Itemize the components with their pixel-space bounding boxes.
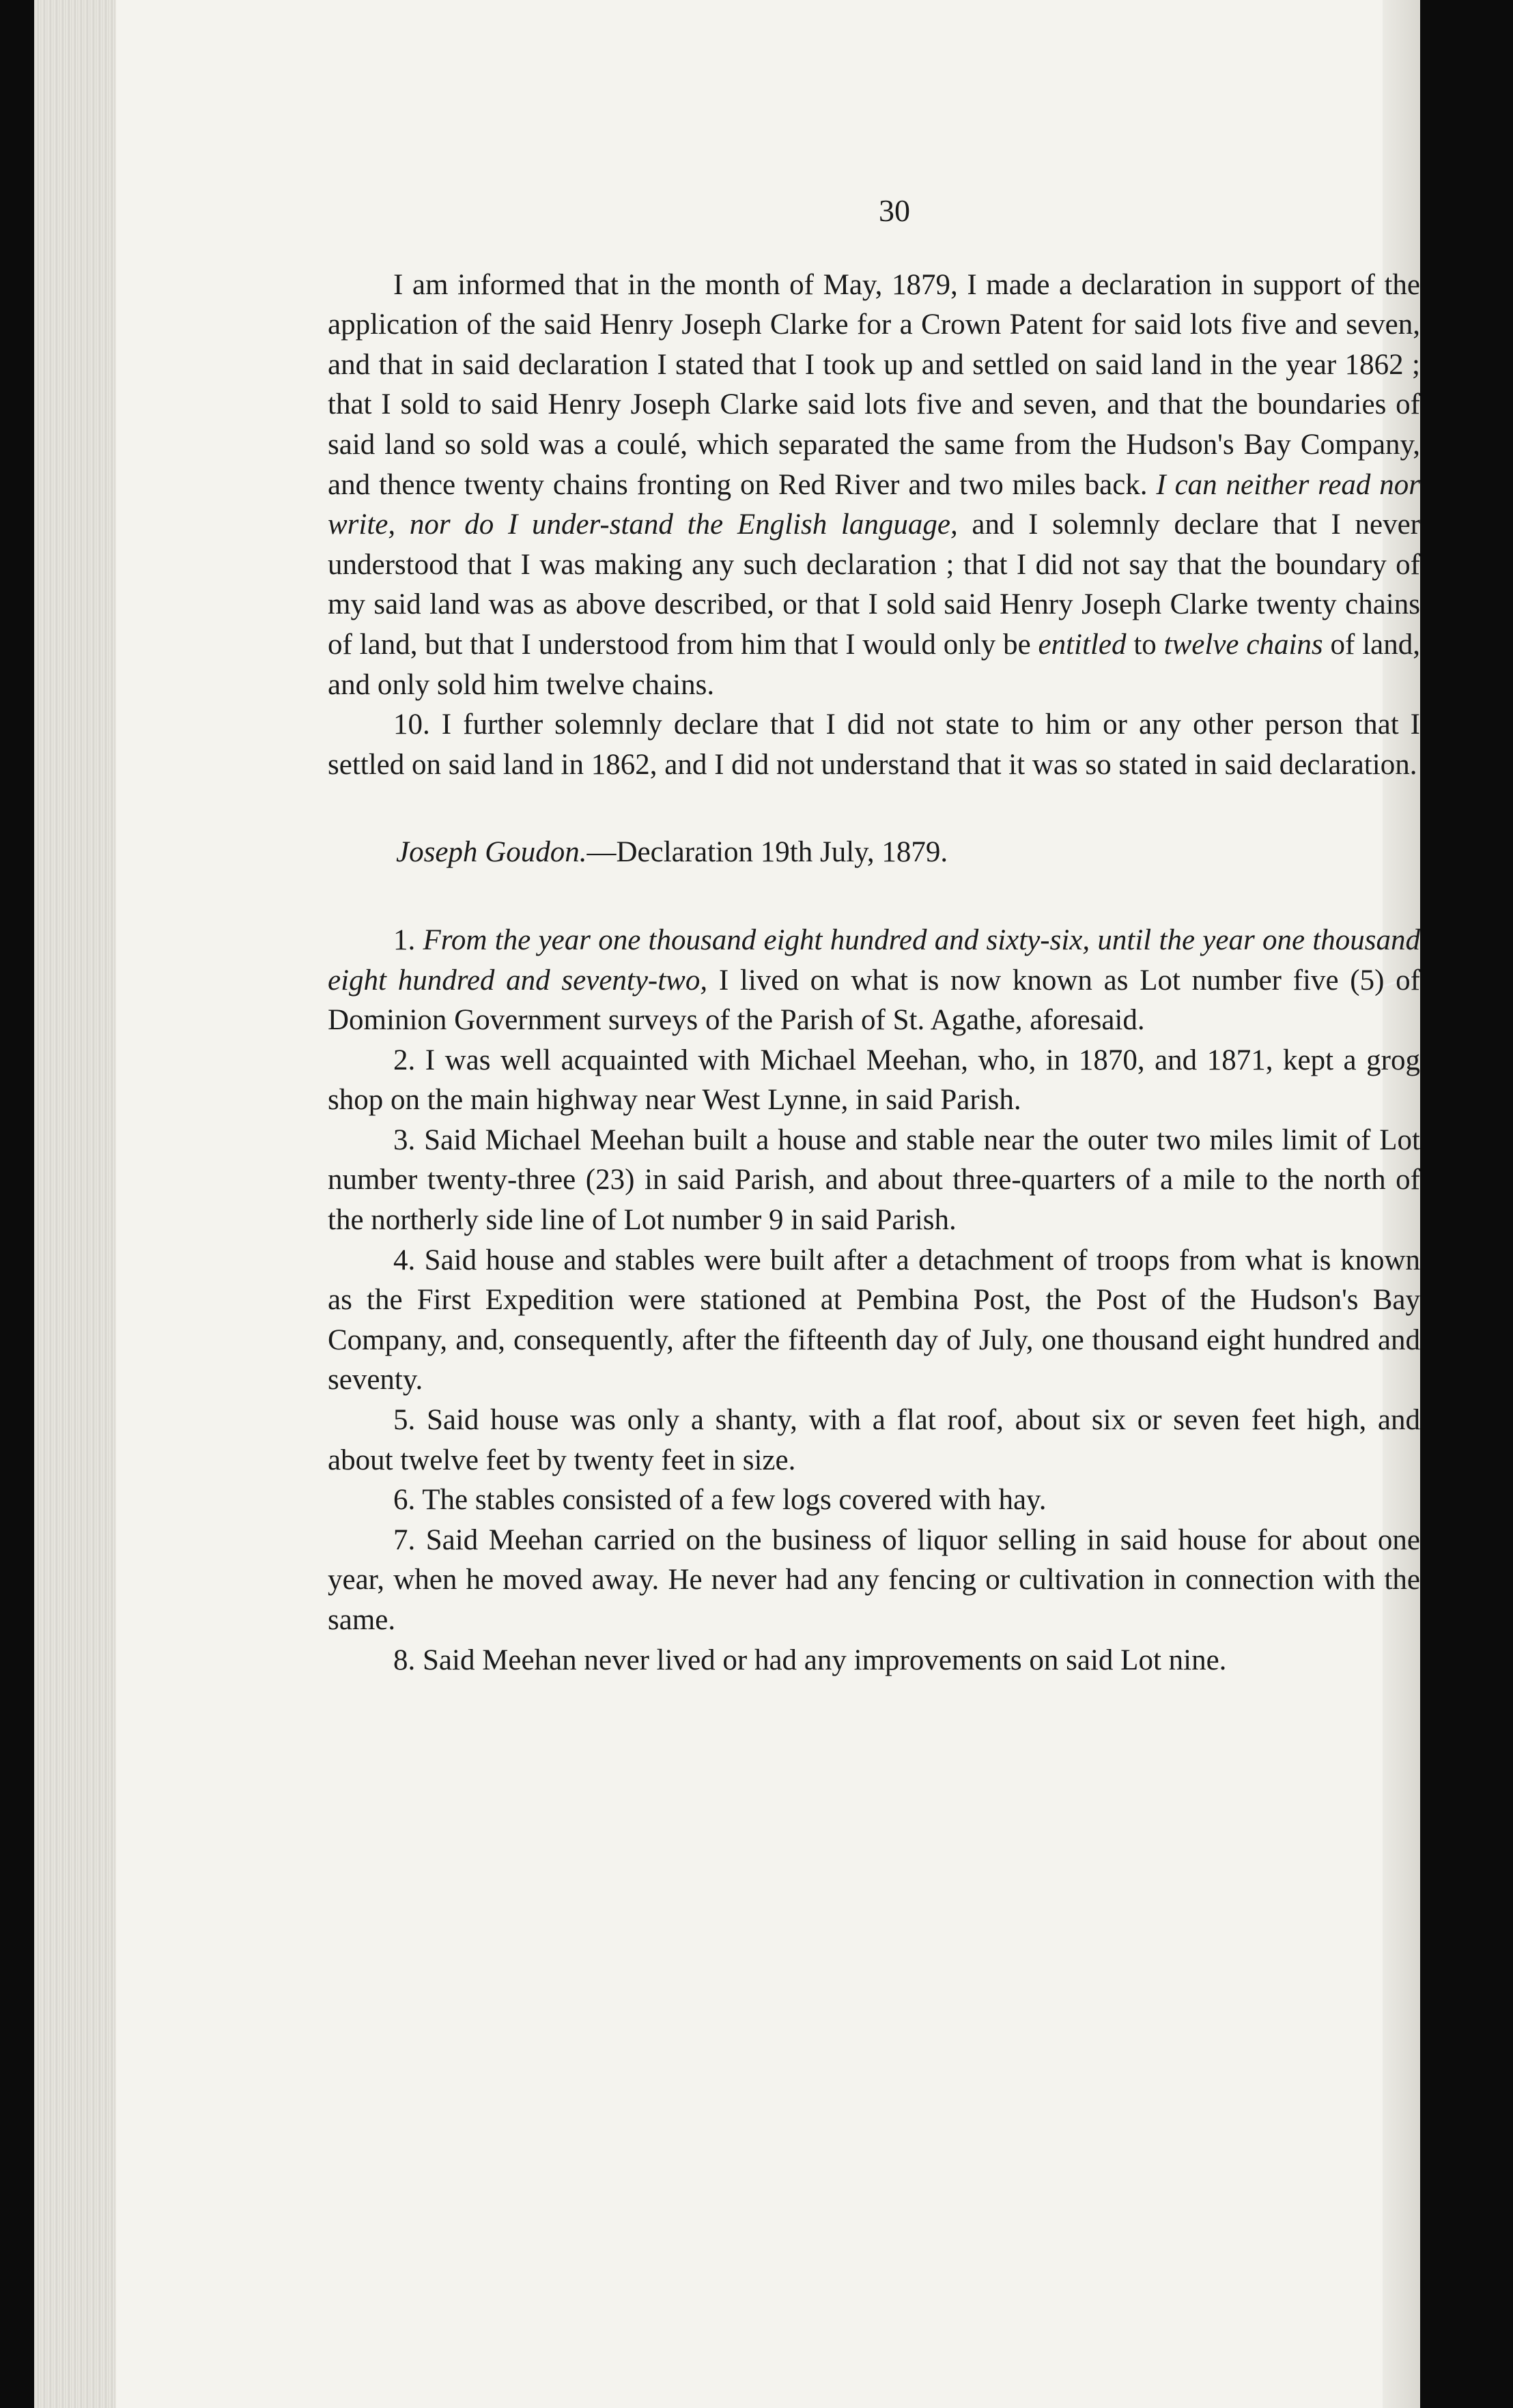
declaration-date: —Declaration 19th July, 1879. xyxy=(586,836,948,869)
paragraph-declaration xyxy=(328,266,1420,706)
paragraph-text: I am informed that in the month of May, 1879, I made a declaration in support of the application of the said Henry Joseph Clarke for a Crown Patent for said lots five and seven, and that in said declaration I stated that I took up and settled on said land in the year 1862 ; that I sold to said Henry Joseph Clarke said lots five and seven, and that the boundaries of said land so sold was a coulé, which separated the same from the Hudson's Bay Company, and thence twenty chains fronting on Red River and two miles back. xyxy=(328,268,1420,501)
item-5: 5. Said house was only a shanty, with a flat roof, about six or seven feet high, and about twelve feet by twenty feet in size. xyxy=(328,1404,1420,1476)
page-text xyxy=(328,191,1420,1680)
paragraph-text: of land, and only sold him twelve chains. xyxy=(328,628,1420,701)
item-7: 7. Said Meehan carried on the business of liquor selling in said house for about one year, when he moved away. He never had any fencing or cultivation in connection with the same. xyxy=(328,1523,1420,1636)
declaration-heading xyxy=(328,833,1420,873)
scanned-page xyxy=(34,0,1420,2408)
item-6: 6. The stables consisted of a few logs covered with hay. xyxy=(393,1484,1047,1517)
paragraph-10: 10. I further solemnly declare that I did not state to him or any other person that I settled on said land in 1862, and I did not understand that it was so stated in said declaration. xyxy=(328,708,1420,781)
italic-text: entitled xyxy=(1038,628,1127,661)
italic-text: I can neither read nor write, nor do I under-stand the English language, xyxy=(328,468,1420,541)
italic-text: twelve chains xyxy=(1163,628,1323,661)
item-number: 1. xyxy=(393,923,423,956)
declarant-name: Joseph Goudon. xyxy=(396,836,587,869)
paragraph-text: to xyxy=(1126,628,1164,661)
page-edge-left xyxy=(34,0,116,2408)
paragraph-text: I lived on what is now known as Lot number five (5) of Dominion Government surveys of the Parish of St. Agathe, aforesaid. xyxy=(328,964,1420,1037)
item-8: 8. Said Meehan never lived or had any improvements on said Lot nine. xyxy=(393,1644,1227,1676)
item-1 xyxy=(328,921,1420,1041)
italic-text: From the year one thousand eight hundred and sixty-six, until the year one thousand eight hundred and seventy-two, xyxy=(328,923,1420,997)
paragraph-text: and I solemnly declare that I never understood that I was making any such declaration ; that I did not say that the boundary of my said land was as above described, or that I sold said Henry Joseph Clarke twenty chains of land, but that I understood from him that I would only be xyxy=(328,508,1420,661)
item-3: 3. Said Michael Meehan built a house and stable near the outer two miles limit of Lot number twenty-three (23) in said Parish, and about three-quarters of a mile to the north of the northerly side line of Lot number 9 in said Parish. xyxy=(328,1123,1420,1237)
item-2: 2. I was well acquainted with Michael Meehan, who, in 1870, and 1871, kept a grog shop on the main highway near West Lynne, in said Parish. xyxy=(328,1044,1420,1117)
page-number: 30 xyxy=(879,193,910,228)
item-4: 4. Said house and stables were built after a detachment of troops from what is known as the First Expedition were stationed at Pembina Post, the Post of the Hudson's Bay Company, and, consequently, after the fifteenth day of July, one thousand eight hundred and seventy. xyxy=(328,1244,1420,1396)
